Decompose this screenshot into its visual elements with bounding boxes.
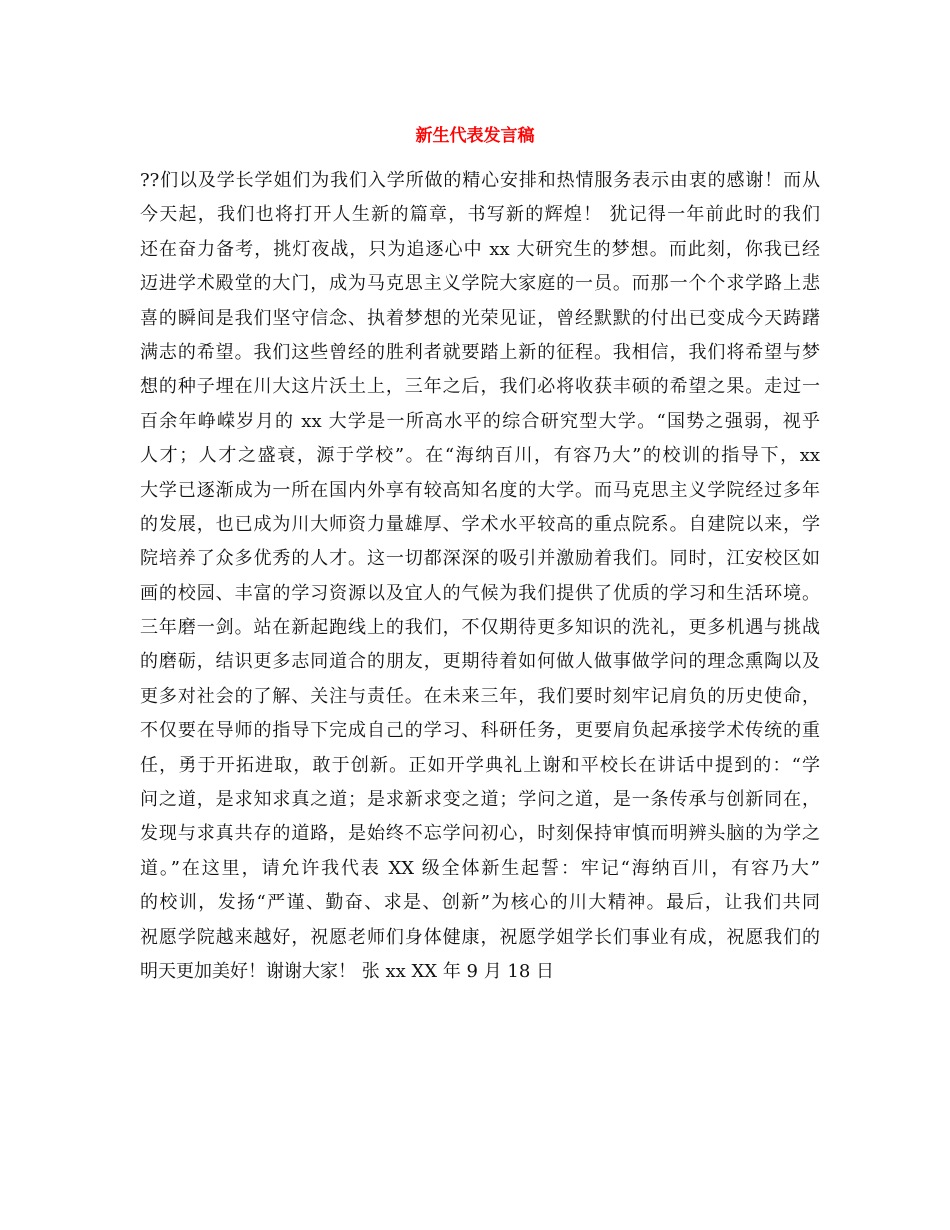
paragraph-line: 任，勇于开拓进取，敢于创新。正如开学典礼上谢和平校长在讲话中提到的：“学 bbox=[140, 754, 820, 776]
paragraph-line: 问之道，是求知求真之道；是求新求变之道；学问之道，是一条传承与创新同在， bbox=[140, 789, 820, 811]
paragraph-line: 今天起，我们也将打开人生新的篇章，书写新的辉煌！ 犹记得一年前此时的我们 bbox=[140, 204, 820, 226]
paragraph-line: 的发展，也已成为川大师资力量雄厚、学术水平较高的重点院系。自建院以来，学 bbox=[140, 513, 820, 535]
paragraph-line: 百余年峥嵘岁月的 xx 大学是一所高水平的综合研究型大学。“国势之强弱，视乎 bbox=[140, 410, 820, 432]
document-body bbox=[140, 164, 820, 989]
paragraph-line: 想的种子埋在川大这片沃土上，三年之后，我们必将收获丰硕的希望之果。走过一 bbox=[140, 376, 820, 398]
paragraph-line: 还在奋力备考，挑灯夜战，只为追逐心中 xx 大研究生的梦想。而此刻，你我已经 bbox=[140, 238, 820, 260]
paragraph-line: 喜的瞬间是我们坚守信念、执着梦想的光荣见证，曾经默默的付出已变成今天踌躇 bbox=[140, 307, 820, 329]
paragraph-line: 满志的希望。我们这些曾经的胜利者就要踏上新的征程。我相信，我们将希望与梦 bbox=[140, 341, 820, 363]
paragraph-line: 人才；人才之盛衰，源于学校”。在“海纳百川，有容乃大”的校训的指导下，xx bbox=[140, 445, 820, 467]
paragraph-line: 画的校园、丰富的学习资源以及宜人的气候为我们提供了优质的学习和生活环境。 bbox=[140, 582, 820, 604]
paragraph-line: 不仅要在导师的指导下完成自己的学习、科研任务，更要肩负起承接学术传统的重 bbox=[140, 720, 820, 742]
paragraph-line: 迈进学术殿堂的大门，成为马克思主义学院大家庭的一员。而那一个个求学路上悲 bbox=[140, 273, 820, 295]
paragraph-line-signature: 明天更加美好！谢谢大家！ 张 xx XX 年 9 月 18 日 bbox=[140, 960, 555, 982]
paragraph-line: 院培养了众多优秀的人才。这一切都深深的吸引并激励着我们。同时，江安校区如 bbox=[140, 548, 820, 570]
paragraph-line: 更多对社会的了解、关注与责任。在未来三年，我们要时刻牢记肩负的历史使命， bbox=[140, 685, 820, 707]
paragraph-line: 祝愿学院越来越好，祝愿老师们身体健康，祝愿学姐学长们事业有成，祝愿我们的 bbox=[140, 926, 820, 948]
document-title: 新生代表发言稿 bbox=[415, 126, 535, 146]
paragraph-line: 道。”在这里，请允许我代表 XX 级全体新生起誓：牢记“海纳百川，有容乃大” bbox=[140, 857, 820, 879]
paragraph-line: 三年磨一剑。站在新起跑线上的我们，不仅期待更多知识的洗礼，更多机遇与挑战 bbox=[140, 617, 820, 639]
paragraph-line: 大学已逐渐成为一所在国内外享有较高知名度的大学。而马克思主义学院经过多年 bbox=[140, 479, 820, 501]
paragraph-line: 的校训，发扬“严谨、勤奋、求是、创新”为核心的川大精神。最后，让我们共同 bbox=[140, 892, 820, 914]
paragraph-line: ??们以及学长学姐们为我们入学所做的精心安排和热情服务表示由衷的感谢！而从 bbox=[140, 170, 820, 191]
paragraph-line: 的磨砺，结识更多志同道合的朋友，更期待着如何做人做事做学问的理念熏陶以及 bbox=[140, 651, 820, 673]
paragraph-line: 发现与求真共存的道路，是始终不忘学问初心，时刻保持审慎而明辨头脑的为学之 bbox=[140, 823, 820, 845]
